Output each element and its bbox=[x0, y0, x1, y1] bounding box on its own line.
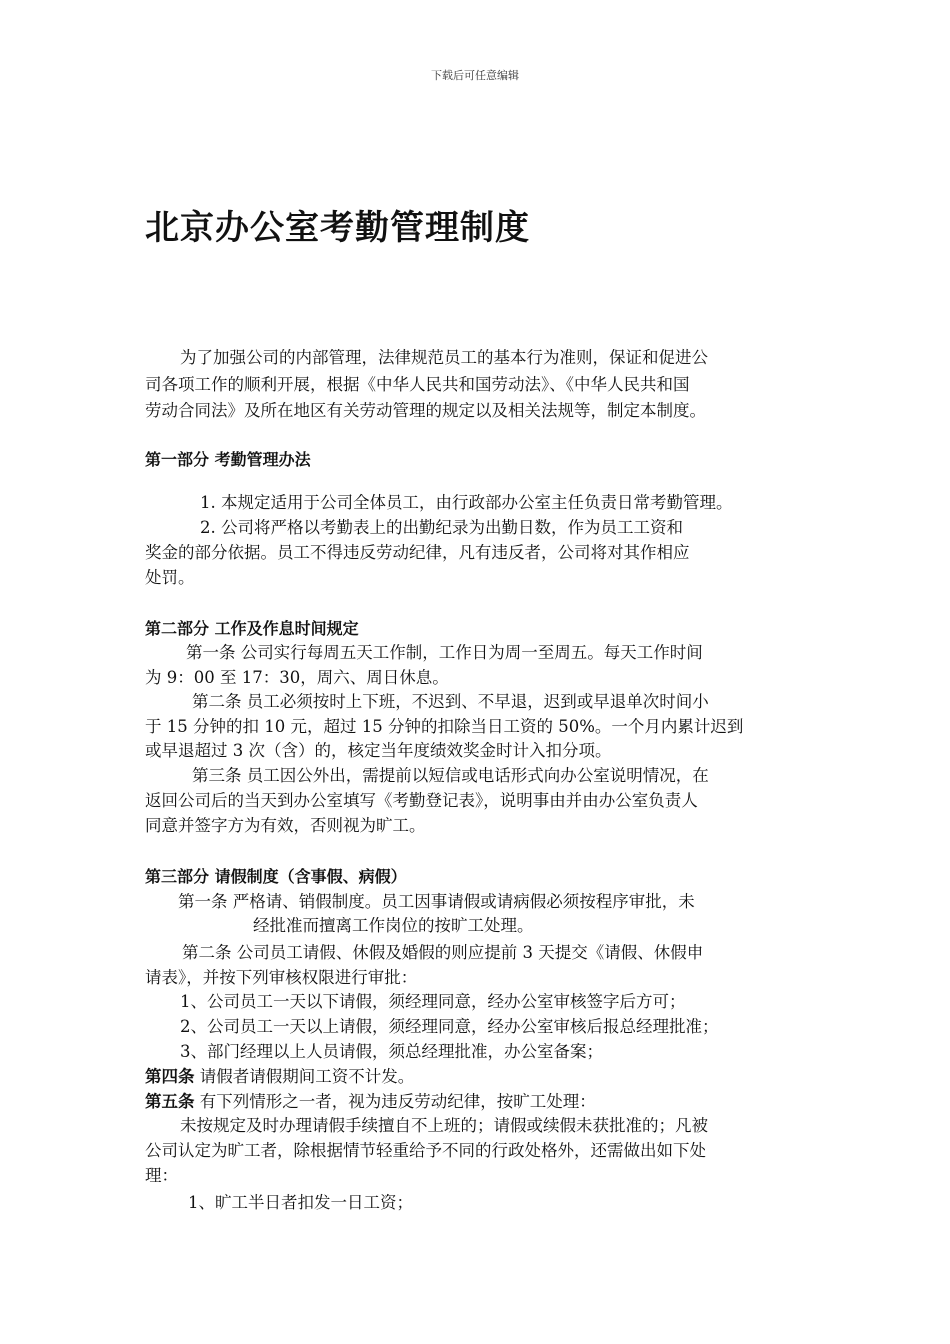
list-item: 1、公司员工一天以下请假，须经理同意，经办公室审核签字后方可； bbox=[180, 992, 686, 1011]
paragraph-line: 奖金的部分依据。员工不得违反劳动纪律，凡有违反者，公司将对其作相应 bbox=[145, 543, 690, 562]
paragraph-line: 1. 本规定适用于公司全体员工，由行政部办公室主任负责日常考勤管理。 bbox=[200, 493, 733, 512]
list-item: 2、公司员工一天以上请假，须经理同意，经办公室审核后报总经理批准； bbox=[180, 1017, 719, 1036]
paragraph-line: 2. 公司将严格以考勤表上的出勤纪录为出勤日数，作为员工工资和 bbox=[200, 518, 683, 537]
paragraph-line: 经批准而擅离工作岗位的按旷工处理。 bbox=[253, 916, 534, 935]
paragraph-line: 同意并签字方为有效，否则视为旷工。 bbox=[145, 816, 426, 835]
paragraph-line: 第二条 员工必须按时上下班，不迟到、不早退，迟到或早退单次时间小 bbox=[192, 692, 709, 711]
article-label: 第四条 bbox=[145, 1067, 195, 1086]
paragraph-line: 为 9：00 至 17：30，周六、周日休息。 bbox=[145, 668, 449, 687]
article-5 bbox=[145, 1094, 596, 1111]
document-title: 北京办公室考勤管理制度 bbox=[145, 208, 530, 248]
article-text: 有下列情形之一者，视为违反劳动纪律，按旷工处理： bbox=[194, 1092, 596, 1111]
article-label: 第五条 bbox=[145, 1092, 195, 1111]
paragraph-line: 第一条 公司实行每周五天工作制，工作日为周一至周五。每天工作时间 bbox=[186, 643, 703, 662]
section-heading: 第三部分 请假制度（含事假、病假） bbox=[145, 867, 407, 886]
paragraph-line: 理： bbox=[145, 1166, 178, 1185]
list-item: 3、部门经理以上人员请假，须总经理批准，办公室备案； bbox=[180, 1042, 603, 1061]
paragraph-line: 处罚。 bbox=[145, 568, 195, 587]
article-4 bbox=[145, 1069, 414, 1086]
paragraph-line: 第一条 严格请、销假制度。员工因事请假或请病假必须按程序审批，未 bbox=[178, 892, 695, 911]
header-note: 下载后可任意编辑 bbox=[431, 69, 519, 82]
section-heading: 第二部分 工作及作息时间规定 bbox=[145, 619, 359, 638]
paragraph-line: 第二条 公司员工请假、休假及婚假的则应提前 3 天提交《请假、休假申 bbox=[182, 943, 704, 962]
list-item: 1、旷工半日者扣发一日工资； bbox=[188, 1193, 413, 1212]
intro-line: 司各项工作的顺利开展，根据《中华人民共和国劳动法》、《中华人民共和国 bbox=[145, 375, 690, 394]
paragraph-line: 公司认定为旷工者，除根据情节轻重给予不同的行政处格外，还需做出如下处 bbox=[145, 1141, 706, 1160]
paragraph-line: 未按规定及时办理请假手续擅自不上班的；请假或续假未获批准的；凡被 bbox=[180, 1116, 708, 1135]
intro-line: 劳动合同法》及所在地区有关劳动管理的规定以及相关法规等，制定本制度。 bbox=[145, 401, 706, 420]
paragraph-line: 第三条 员工因公外出，需提前以短信或电话形式向办公室说明情况，在 bbox=[192, 766, 709, 785]
paragraph-line: 于 15 分钟的扣 10 元，超过 15 分钟的扣除当日工资的 50%。一个月内累计迟到 bbox=[145, 717, 744, 736]
paragraph-line: 请表》，并按下列审核权限进行审批： bbox=[145, 968, 418, 987]
paragraph-line: 或早退超过 3 次（含）的，核定当年度绩效奖金时计入扣分项。 bbox=[145, 741, 612, 760]
section-heading: 第一部分 考勤管理办法 bbox=[145, 450, 311, 469]
intro-line: 为了加强公司的内部管理，法律规范员工的基本行为准则，保证和促进公 bbox=[180, 348, 708, 367]
paragraph-line: 返回公司后的当天到办公室填写《考勤登记表》，说明事由并由办公室负责人 bbox=[145, 791, 698, 810]
article-text: 请假者请假期间工资不计发。 bbox=[194, 1067, 415, 1086]
